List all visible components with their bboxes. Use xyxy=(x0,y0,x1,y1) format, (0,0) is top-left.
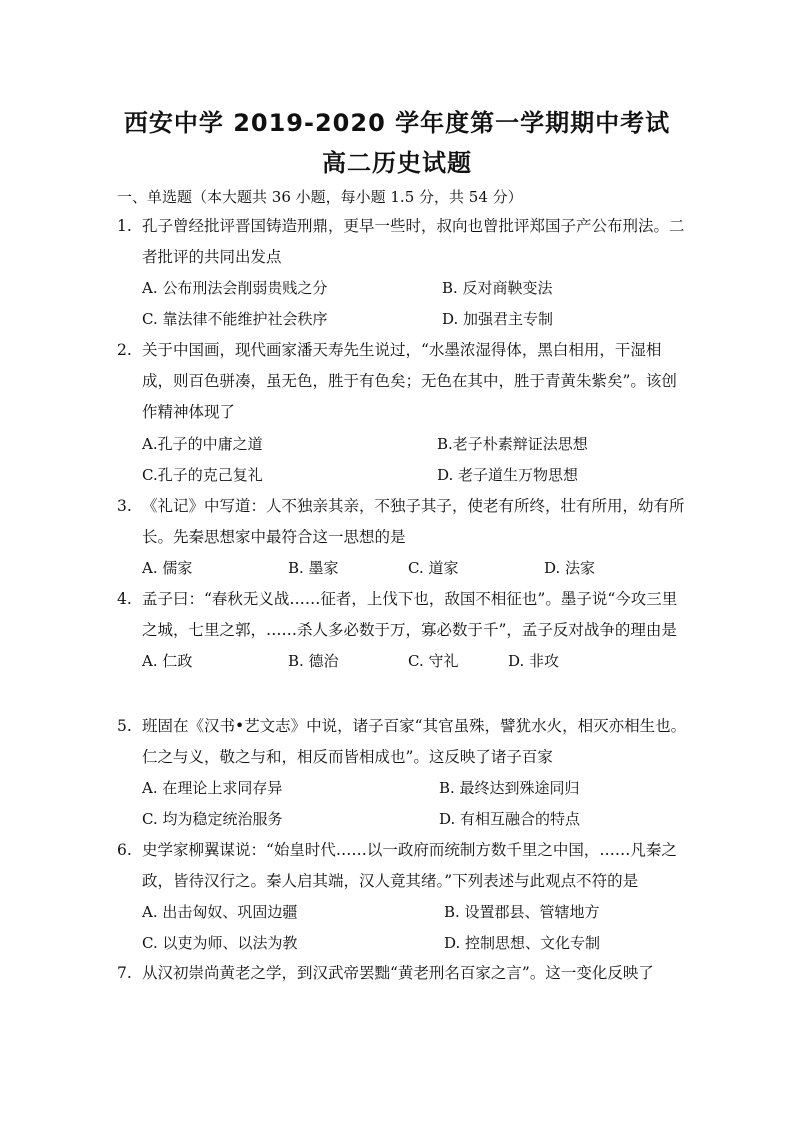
option-row xyxy=(142,460,687,491)
option-b: B. 最终达到殊途同归 xyxy=(439,779,580,798)
question-stem: 从汉初崇尚黄老之学，到汉武帝罢黜“黄老刑名百家之言”。这一变化反映了 xyxy=(142,964,654,982)
option-b: B. 设置郡县、管辖地方 xyxy=(444,903,600,922)
option-row xyxy=(142,646,687,677)
option-row xyxy=(142,429,687,460)
question-number: 2. xyxy=(117,341,132,359)
question-4 xyxy=(117,584,687,677)
question-7 xyxy=(117,958,687,989)
option-a: A.孔子的中庸之道 xyxy=(142,434,263,453)
option-c: C. 均为稳定统治服务 xyxy=(142,810,283,829)
option-d: D. 法家 xyxy=(544,559,596,578)
option-d: D. 控制思想、文化专制 xyxy=(444,934,601,953)
option-row xyxy=(142,304,687,335)
question-number: 5. xyxy=(117,717,132,735)
option-a: A. 出击匈奴、巩固边疆 xyxy=(142,903,298,922)
question-1 xyxy=(117,211,687,335)
question-2 xyxy=(117,335,687,491)
question-number: 3. xyxy=(117,497,132,515)
option-b: B. 反对商鞅变法 xyxy=(442,279,553,298)
option-row xyxy=(142,773,687,804)
option-d: D. 有相互融合的特点 xyxy=(439,810,581,829)
question-number: 7. xyxy=(117,964,132,982)
question-number: 1. xyxy=(117,217,132,235)
option-row xyxy=(142,273,687,304)
option-c: C. 以吏为师、以法为教 xyxy=(142,934,298,953)
question-stem: 《礼记》中写道：人不独亲其亲，不独子其子，使老有所终，壮有所用，幼有所长。先秦思想家中最符合这一思想的是 xyxy=(142,497,685,547)
option-row xyxy=(142,804,687,835)
exam-title: 西安中学 2019-2020 学年度第一学期期中考试 xyxy=(123,109,671,137)
question-number: 6. xyxy=(117,841,132,859)
option-c: C. 道家 xyxy=(408,559,459,578)
question-5 xyxy=(117,711,687,835)
option-b: B. 墨家 xyxy=(288,559,339,578)
question-6 xyxy=(117,835,687,959)
option-c: C. 靠法律不能维护社会秩序 xyxy=(142,310,328,329)
section-heading: 一、单选题（本大题共 36 小题，每小题 1.5 分，共 54 分） xyxy=(117,188,523,206)
option-a: A. 在理论上求同存异 xyxy=(142,779,283,798)
option-a: A. 儒家 xyxy=(142,559,193,578)
option-d: D. 老子道生万物思想 xyxy=(437,465,579,484)
option-d: D. 加强君主专制 xyxy=(442,310,554,329)
question-number: 4. xyxy=(117,590,132,608)
option-a: A. 公布刑法会削弱贵贱之分 xyxy=(142,279,328,298)
option-a: A. 仁政 xyxy=(142,652,193,671)
option-c: C.孔子的克己复礼 xyxy=(142,465,263,484)
option-row xyxy=(142,897,687,928)
question-stem: 班固在《汉书•艺文志》中说，诸子百家“其官虽殊，譬犹水火，相灭亦相生也。仁之与义，敬之与和，相反而皆相成也”。这反映了诸子百家 xyxy=(142,717,687,767)
question-stem: 史学家柳翼谋说：“始皇时代……以一政府而统制方数千里之中国，……凡秦之政，皆待汉行之。秦人启其端，汉人竟其绪。”下列表述与此观点不符的是 xyxy=(142,841,677,891)
option-c: C. 守礼 xyxy=(408,652,459,671)
question-3 xyxy=(117,491,687,584)
question-stem: 关于中国画，现代画家潘天寿先生说过，“水墨浓湿得体，黑白相用，干湿相成，则百色骈凑，虽无色，胜于有色矣；无色在其中，胜于青黄朱紫矣”。该创作精神体现了 xyxy=(142,341,677,422)
question-stem: 孟子曰：“春秋无义战……征者，上伐下也，敌国不相征也”。墨子说“今攻三里之城，七里之郭，……杀人多必数于万，寡必数于千”，孟子反对战争的理由是 xyxy=(142,590,678,640)
option-row xyxy=(142,553,687,584)
option-b: B. 德治 xyxy=(288,652,339,671)
option-row xyxy=(142,928,687,959)
question-stem: 孔子曾经批评晋国铸造刑鼎，更早一些时，叔向也曾批评郑国子产公布刑法。二者批评的共同出发点 xyxy=(142,217,685,267)
exam-subtitle: 高二历史试题 xyxy=(322,149,472,177)
option-d: D. 非攻 xyxy=(508,652,560,671)
option-b: B.老子朴素辩证法思想 xyxy=(437,434,588,453)
